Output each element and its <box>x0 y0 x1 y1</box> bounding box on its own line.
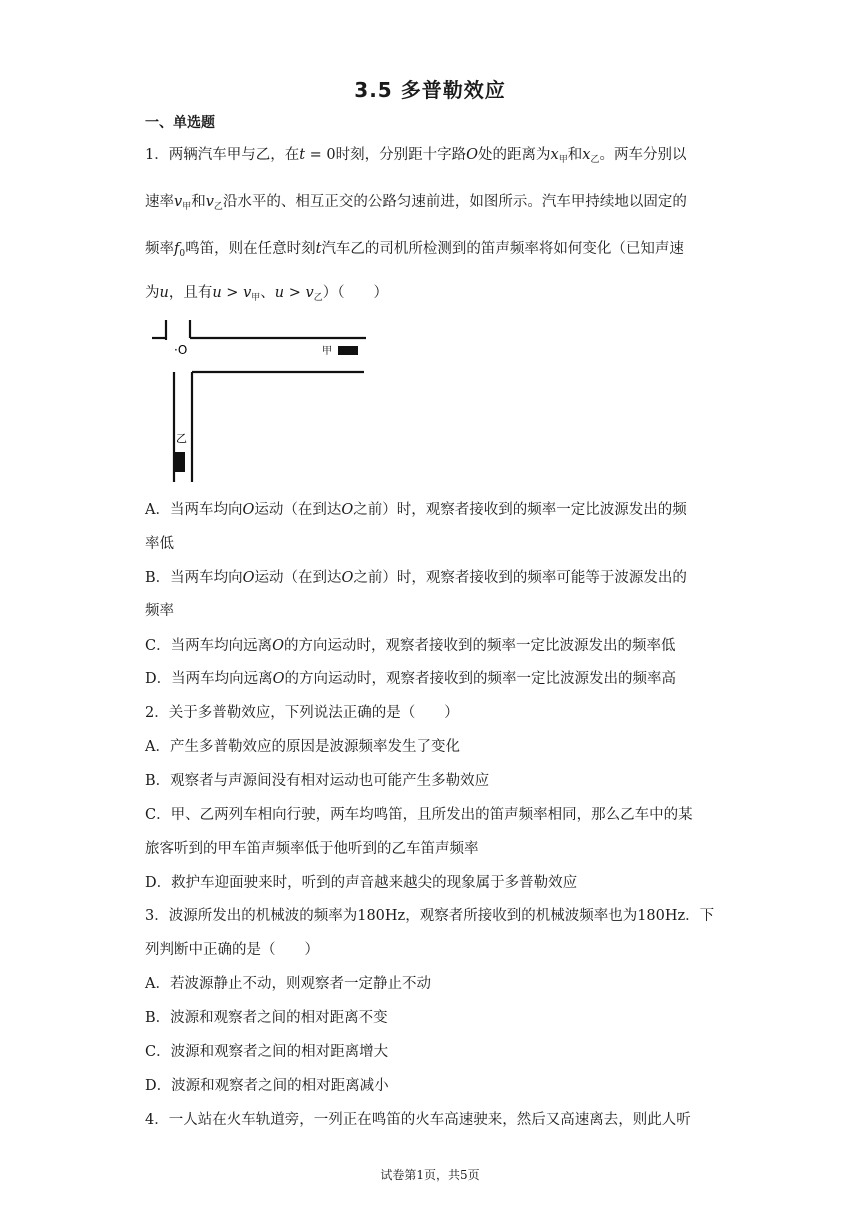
q3-option-a: A．若波源静止不动，则观察者一定静止不动 <box>145 976 431 992</box>
car-yi-icon <box>175 452 185 472</box>
page-footer: 试卷第1页，共5页 <box>380 1168 480 1182</box>
q3-stem-line-1: 3．波源所发出的机械波的频率为180Hz，观察者所接收到的机械波频率也为180Hz．下 <box>145 908 715 924</box>
q1-option-a-line-2: 率低 <box>145 536 174 552</box>
q3-option-b: B．波源和观察者之间的相对距离不变 <box>145 1010 388 1026</box>
q3-stem-line-2: 列判断中正确的是（ ） <box>145 942 319 958</box>
q1-option-b-line-2: 频率 <box>145 603 174 619</box>
q1-option-c: C．当两车均向远离O的方向运动时，观察者接收到的频率一定比波源发出的频率低 <box>145 638 676 654</box>
q2-option-d: D．救护车迎面驶来时，听到的声音越来越尖的现象属于多普勒效应 <box>145 875 578 891</box>
q1-option-b-line-1: B．当两车均向O运动（在到达O之前）时，观察者接收到的频率可能等于波源发出的 <box>145 570 687 586</box>
q3-option-d: D．波源和观察者之间的相对距离减小 <box>145 1078 389 1094</box>
q1-stem-line-4: 为u，且有$u > v_甲$、$u > v_乙$）（ ） <box>145 285 388 303</box>
q2-stem: 2．关于多普勒效应，下列说法正确的是（ ） <box>145 705 459 721</box>
crossroad-figure <box>146 316 370 484</box>
q2-option-b: B．观察者与声源间没有相对运动也可能产生多勒效应 <box>145 773 490 789</box>
q2-option-c-line-2: 旅客听到的甲车笛声频率低于他听到的乙车笛声频率 <box>145 841 479 857</box>
q1-option-a-line-1: A．当两车均向O运动（在到达O之前）时，观察者接收到的频率一定比波源发出的频 <box>145 502 687 518</box>
q1-stem-line-1: 1．两辆汽车甲与乙，在t = 0时刻，分别距十字路O处的距离为$x_甲$和$x_乙$。两车分别以 <box>145 147 687 165</box>
q2-option-a: A．产生多普勒效应的原因是波源频率发生了变化 <box>145 739 460 755</box>
q4-stem-line-1: 4．一人站在火车轨道旁，一列正在鸣笛的火车高速驶来，然后又高速离去，则此人听 <box>145 1112 691 1128</box>
q2-option-c-line-1: C．甲、乙两列车相向行驶，两车均鸣笛，且所发出的笛声频率相同，那么乙车中的某 <box>145 807 693 823</box>
q1-option-d: D．当两车均向远离O的方向运动时，观察者接收到的频率一定比波源发出的频率高 <box>145 671 677 687</box>
page-title: 3.5 多普勒效应 <box>354 78 506 102</box>
q3-option-c: C．波源和观察者之间的相对距离增大 <box>145 1044 389 1060</box>
section-heading: 一、单选题 <box>145 115 215 131</box>
q1-stem-line-3: 频率$f_0$鸣笛，则在任意时刻t汽车乙的司机所检测到的笛声频率将如何变化（已知声速 <box>145 241 684 259</box>
q1-stem-line-2: 速率$v_甲$和$v_乙$沿水平的、相互正交的公路匀速前进，如图所示。汽车甲持续地以固定的 <box>145 194 687 212</box>
car-jia-label: 甲 <box>322 346 332 357</box>
intersection-label: ·O <box>174 343 188 357</box>
car-yi-label: 乙 <box>176 432 187 445</box>
car-jia-icon <box>338 346 358 355</box>
